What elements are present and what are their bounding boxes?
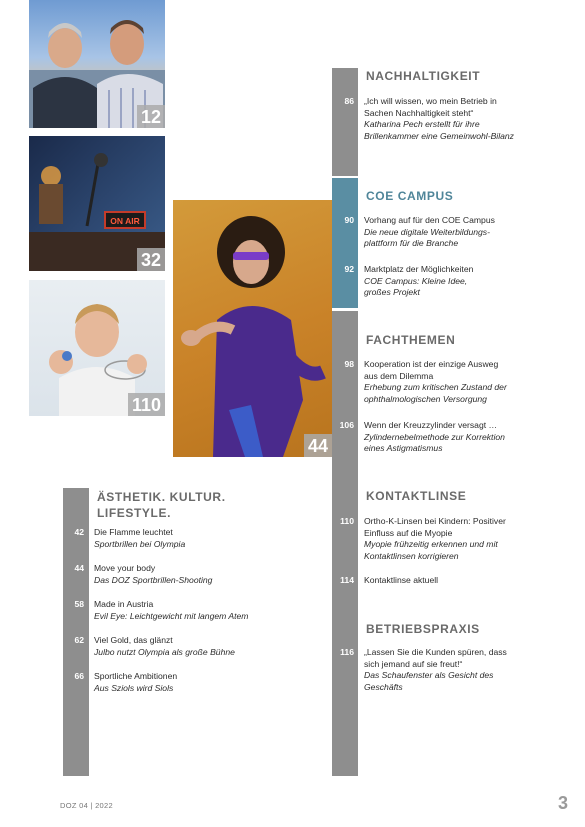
section-title-nachhaltigkeit: NACHHALTIGKEIT: [366, 69, 481, 83]
entry-title: Move your body: [94, 563, 156, 573]
section-title-betriebspraxis: BETRIEBSPRAXIS: [366, 622, 480, 636]
footer-issue: [60, 801, 113, 810]
entry-subtitle: Katharina Pech erstellt für ihre Brillenkammer eine Gemeinwohl-Bilanz: [364, 119, 514, 141]
photo-child: [29, 280, 165, 416]
page-number: 42: [74, 527, 84, 537]
toc-entry[interactable]: [64, 671, 284, 697]
page-badge: 110: [128, 393, 165, 416]
page-number: 98: [344, 359, 354, 369]
entry-title: Wenn der Kreuzzylinder versagt …: [364, 420, 498, 430]
entry-subtitle: Die neue digitale Weiterbildungs-plattform für die Branche: [364, 226, 490, 249]
entry-title: „Ich will wissen, wo mein Betrieb in Sachen Nachhaltigkeit steht“: [364, 96, 497, 118]
section-title-line: ÄSTHETIK. KULTUR.: [97, 490, 226, 504]
entry-subtitle: Sportbrillen bei Olympia: [94, 538, 186, 549]
page-badge: 12: [137, 105, 165, 128]
entry-title: Sportliche Ambitionen: [94, 671, 178, 681]
page-number: 110: [340, 516, 354, 526]
toc-entry[interactable]: [334, 575, 554, 589]
toc-entry[interactable]: [334, 359, 554, 407]
entry-title: Die Flamme leuchtet: [94, 527, 173, 537]
photo-woman: [173, 200, 332, 457]
on-air-sign: ON AIR: [110, 216, 140, 226]
toc-entry[interactable]: [64, 599, 284, 625]
entry-title: Kontaktlinse aktuell: [364, 575, 439, 585]
entry-subtitle: Das DOZ Sportbrillen-Shooting: [94, 574, 213, 585]
page-number: 90: [344, 215, 354, 225]
entry-subtitle: Das Schaufenster als Gesicht des Geschäfts: [364, 670, 494, 692]
toc-entry[interactable]: [64, 563, 284, 589]
toc-entry[interactable]: [334, 264, 554, 300]
page-number: 62: [74, 635, 84, 645]
toc-entry[interactable]: [334, 96, 554, 156]
page-badge: 44: [304, 434, 332, 457]
magazine-name: DOZ: [60, 801, 77, 810]
section-title-kontaktlinse: KONTAKTLINSE: [366, 489, 467, 503]
entry-title: „Lassen Sie die Kunden spüren, dass sich jemand auf sie freut!“: [364, 647, 507, 669]
entry-title: Viel Gold, das glänzt: [94, 635, 173, 645]
entry-subtitle: Aus Sziols wird Siols: [94, 682, 174, 693]
entry-subtitle: COE Campus: Kleine Idee, großes Projekt: [364, 275, 468, 298]
entry-subtitle: Julbo nutzt Olympia als große Bühne: [94, 646, 235, 657]
woman-illustration: [173, 200, 332, 457]
entry-title: Marktplatz der Möglichkeiten: [364, 264, 474, 274]
toc-entry[interactable]: [64, 527, 284, 553]
toc-entry[interactable]: [334, 647, 554, 695]
toc-entry[interactable]: [334, 516, 554, 564]
section-title-aesthetik: [97, 489, 226, 521]
entry-subtitle: Erhebung zum kritischen Zustand der ophthalmologischen Versorgung: [364, 382, 507, 404]
section-title-coe: COE CAMPUS: [366, 189, 454, 203]
toc-entry[interactable]: [334, 215, 554, 251]
section-title-line: LIFESTYLE.: [97, 506, 172, 520]
issue-number: 04 | 2022: [79, 801, 113, 810]
page-number: 66: [74, 671, 84, 681]
page-badge: 32: [137, 248, 165, 271]
page-number: 116: [340, 647, 354, 657]
entry-title: Ortho-K-Linsen bei Kindern: Positiver Einfluss auf die Myopie: [364, 516, 506, 538]
page-number: 58: [74, 599, 84, 609]
page-number: 86: [344, 96, 354, 106]
photo-men: [29, 0, 165, 128]
entry-subtitle: Zylindernebelmethode zur Korrektion eines Astigmatismus: [364, 431, 505, 454]
photo-onair: [29, 136, 165, 271]
page-number-footer: 3: [558, 793, 569, 813]
toc-entry[interactable]: [334, 420, 554, 456]
page-number: 106: [339, 420, 354, 430]
toc-entry[interactable]: [64, 635, 284, 661]
entry-title: Made in Austria: [94, 599, 154, 609]
page-number: 92: [344, 264, 354, 274]
entry-title: Vorhang auf für den COE Campus: [364, 215, 495, 225]
entry-subtitle: Evil Eye: Leichtgewicht mit langem Atem: [94, 610, 249, 621]
section-title-fachthemen: FACHTHEMEN: [366, 333, 456, 347]
entry-title: Kooperation ist der einzige Ausweg aus dem Dilemma: [364, 359, 499, 381]
entry-subtitle: Myopie frühzeitig erkennen und mit Kontaktlinsen korrigieren: [364, 539, 498, 561]
page-number: 44: [74, 563, 84, 573]
page-number: 114: [340, 575, 354, 585]
